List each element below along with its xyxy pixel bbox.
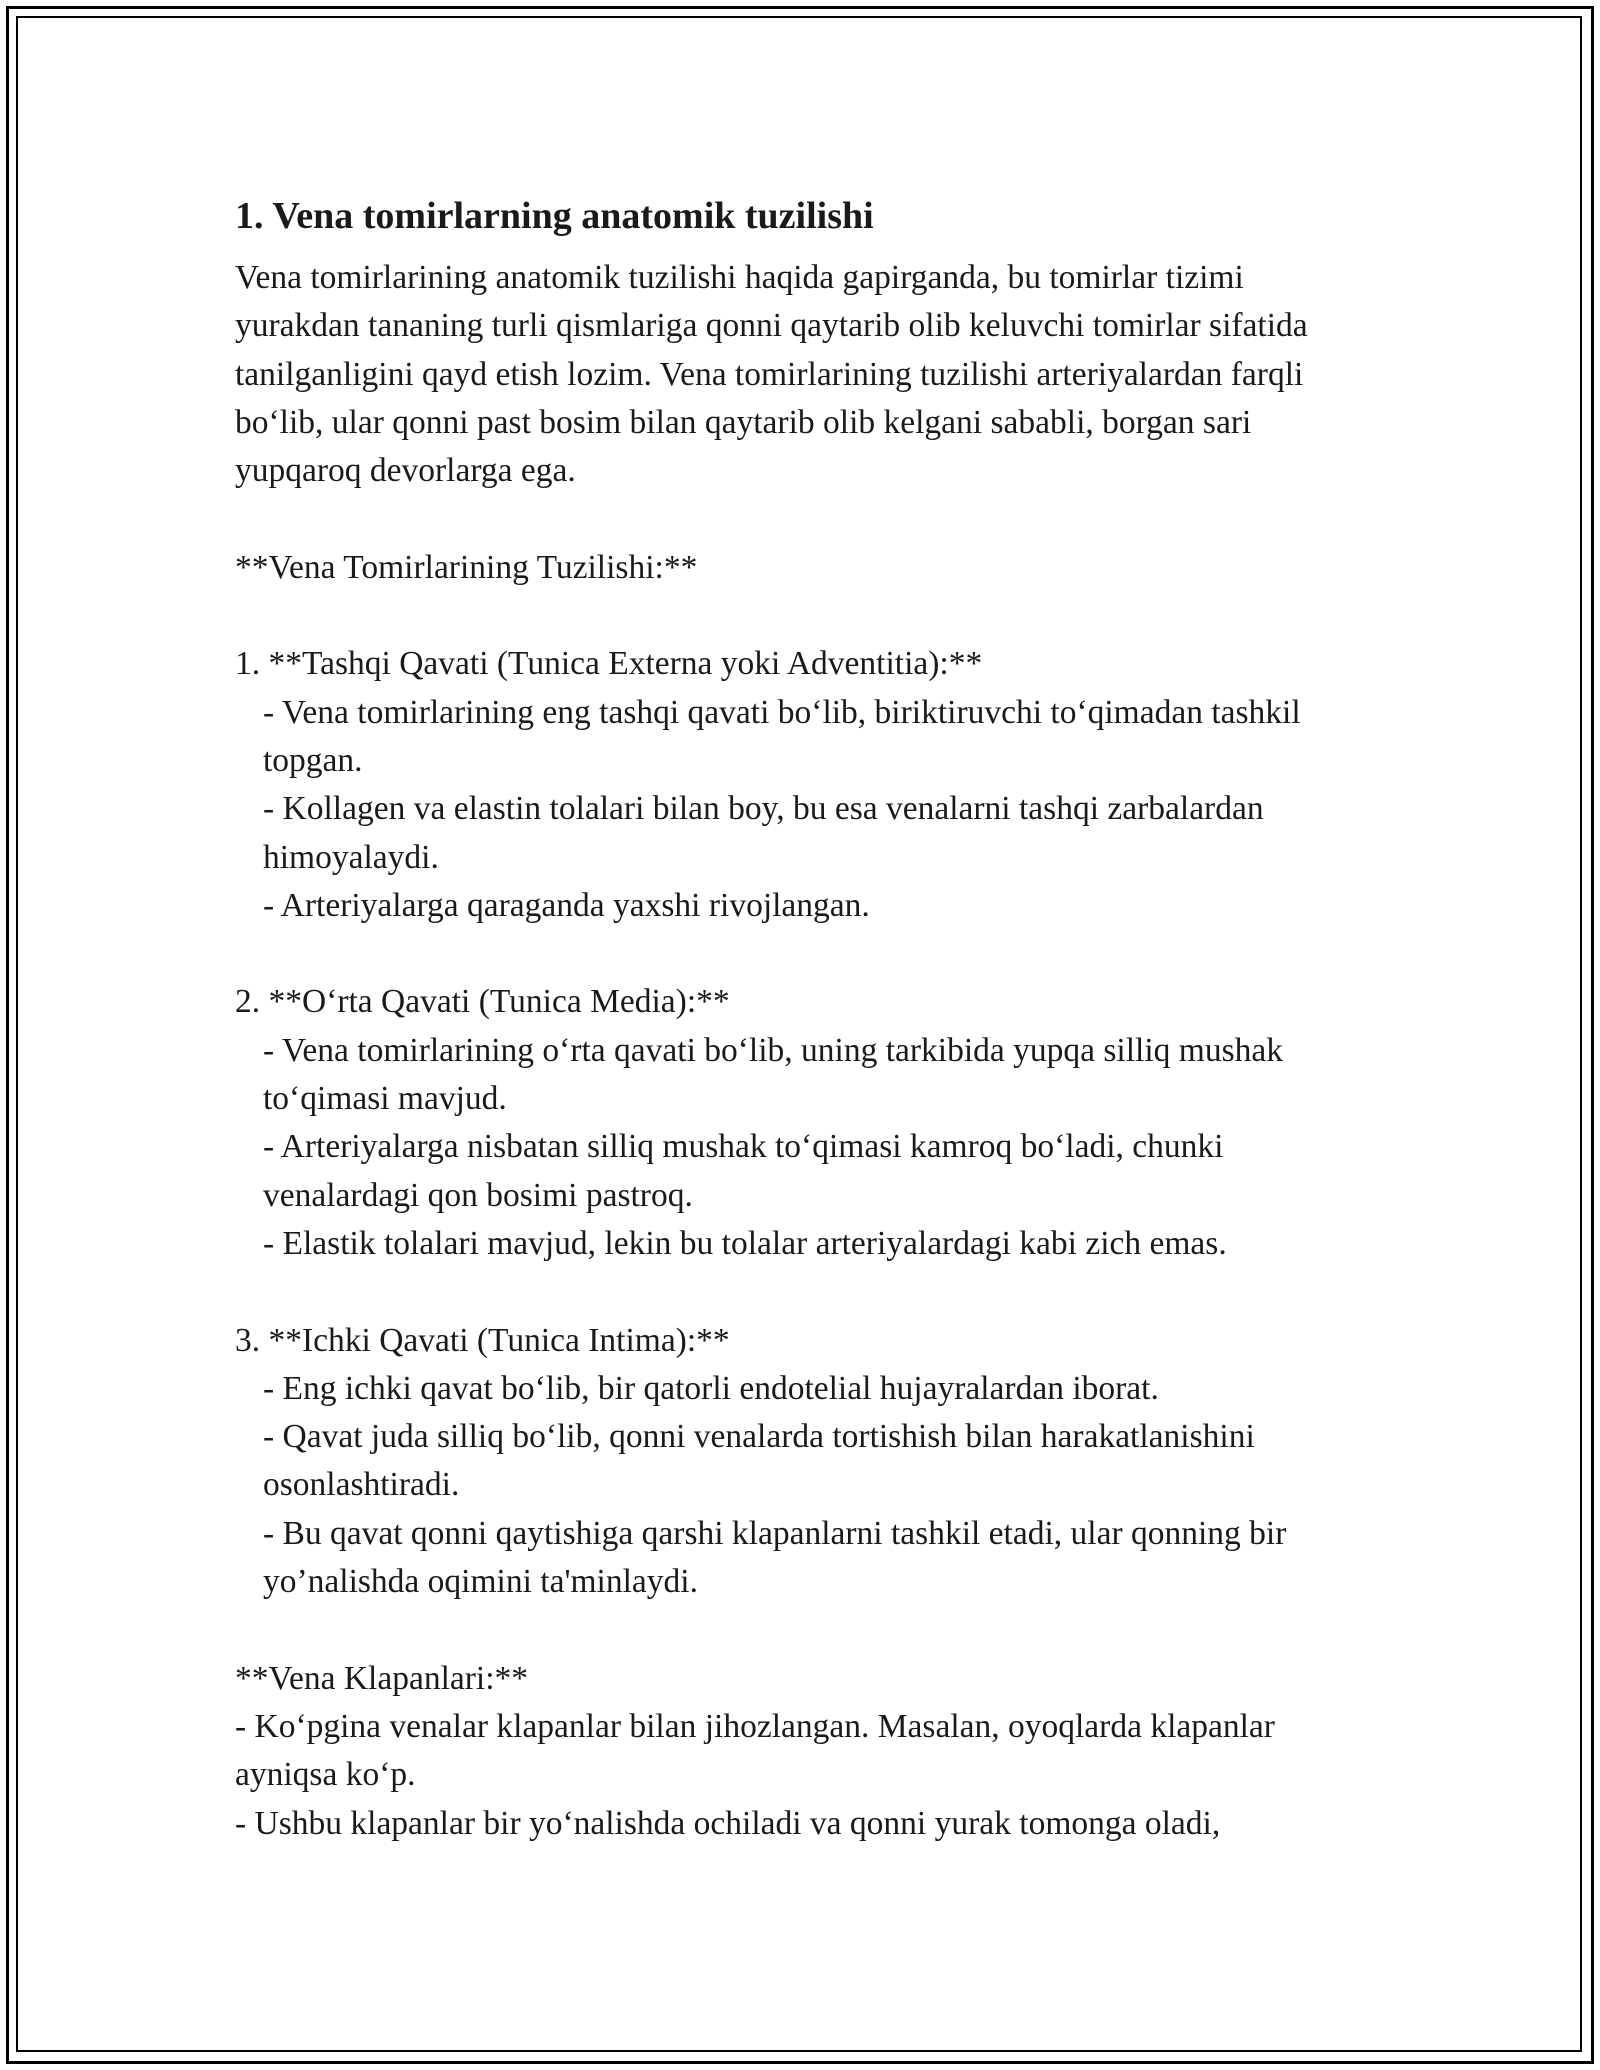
section-title: 1. Vena tomirlarning anatomik tuzilishi [235,195,874,237]
valves-item: - Ko‘pgina venalar klapanlar bilan jihozlangan. Masalan, oyoqlarda klapanlar ayniqsa ko‘p. [235,1707,1275,1794]
layer-item: - Vena tomirlarining o‘rta qavati bo‘lib, uning tarkibida yupqa silliq mushak to‘qimasi mavjud. [263,1031,1283,1118]
layer-item: - Bu qavat qonni qaytishiga qarshi klapanlarni tashkil etadi, ular qonning bir yo’nalishda oqimini ta'minlaydi. [263,1514,1287,1601]
layer-item: - Qavat juda silliq bo‘lib, qonni venalarda tortishish bilan harakatlanishini osonlashtiradi. [263,1418,1255,1504]
layer-item: - Elastik tolalari mavjud, lekin bu tolalar arteriyalardagi kabi zich emas. [263,1224,1227,1262]
document-page [235,180,1370,1848]
spacer [235,1606,1370,1654]
intro-paragraph: Vena tomirlarining anatomik tuzilishi haqida gapirganda, bu tomirlar tizimi yurakdan tananing turli qismlariga qonni qaytarib olib keluvchi tomirlar sifatida tanilganligini qayd etish lozim. Vena tomirlarining tuzilishi arteriyalardan farqli bo‘lib, ular qonni past bosim bilan qaytarib olib kelgani sababli, borgan sari yupqaroq devorlarga ega. [235,259,1308,490]
valves-item: - Ushbu klapanlar bir yo‘nalishda ochiladi va qonni yurak tomonga oladi, [235,1804,1221,1842]
layer-heading: 2. **O‘rta Qavati (Tunica Media):** [235,983,730,1021]
spacer [235,1268,1370,1316]
spacer [235,592,1370,640]
layer-heading: 3. **Ichki Qavati (Tunica Intima):** [235,1321,730,1359]
layer-item: - Arteriyalarga qaraganda yaxshi rivojlangan. [263,886,870,924]
spacer [235,495,1370,543]
document-body [235,254,1370,1848]
structure-heading: **Vena Tomirlarining Tuzilishi:** [235,548,698,586]
valves-heading: **Vena Klapanlari:** [235,1659,529,1697]
layer-item: - Eng ichki qavat bo‘lib, bir qatorli endotelial hujayralardan iborat. [263,1369,1159,1407]
layer-item: - Vena tomirlarining eng tashqi qavati bo‘lib, biriktiruvchi to‘qimadan tashkil topgan. [263,693,1301,779]
layer-heading: 1. **Tashqi Qavati (Tunica Externa yoki Adventitia):** [235,645,983,683]
layer-item: - Arteriyalarga nisbatan silliq mushak to‘qimasi kamroq bo‘ladi, chunki venalardagi qon bosimi pastroq. [263,1128,1224,1214]
layer-item: - Kollagen va elastin tolalari bilan boy, bu esa venalarni tashqi zarbalardan himoyalaydi. [263,790,1264,876]
spacer [235,930,1370,978]
